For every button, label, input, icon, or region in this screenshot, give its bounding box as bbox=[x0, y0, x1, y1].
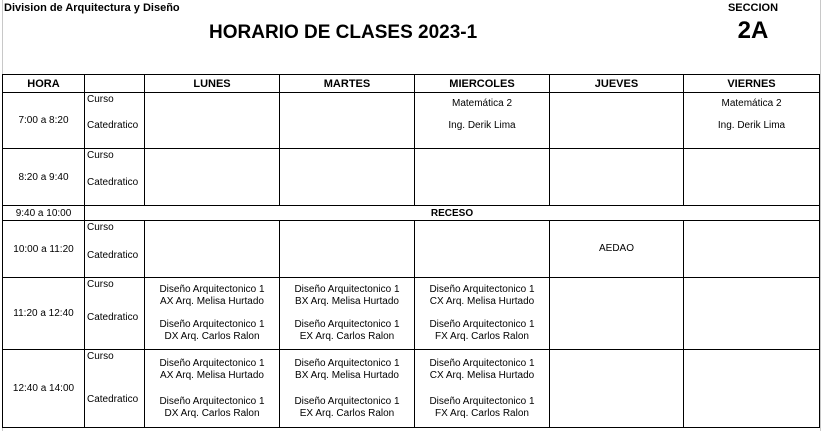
time-slot: 8:20 a 9:40 bbox=[3, 149, 85, 206]
course-name: Matemática 2 bbox=[451, 98, 513, 109]
receso-label: RECESO bbox=[85, 206, 820, 221]
teacher-line: CX Arq. Melisa Hurtado bbox=[429, 296, 535, 307]
schedule-cell bbox=[145, 149, 280, 206]
teacher-line: EX Arq. Carlos Ralon bbox=[299, 331, 395, 342]
schedule-cell bbox=[415, 221, 550, 278]
schedule-table bbox=[2, 74, 820, 428]
time-slot: 11:20 a 12:40 bbox=[3, 278, 85, 350]
catedratico-label: Catedratico bbox=[87, 312, 139, 323]
teacher-line: CX Arq. Melisa Hurtado bbox=[429, 369, 535, 381]
frame-right-line bbox=[820, 0, 821, 431]
column-header-jueves: JUEVES bbox=[550, 75, 684, 93]
schedule-cell bbox=[145, 221, 280, 278]
schedule-cell bbox=[415, 350, 550, 428]
teacher-line: DX Arq. Carlos Ralon bbox=[164, 407, 260, 419]
course-line: Diseño Arquitectonico 1 bbox=[294, 319, 400, 330]
schedule-cell bbox=[550, 149, 684, 206]
schedule-cell bbox=[280, 278, 415, 350]
column-header-hora: HORA bbox=[3, 75, 85, 93]
schedule-cell bbox=[145, 278, 280, 350]
course-line: Diseño Arquitectonico 1 bbox=[159, 357, 265, 369]
time-slot: 9:40 a 10:00 bbox=[3, 206, 85, 221]
course-line: Diseño Arquitectonico 1 bbox=[159, 319, 265, 330]
schedule-row bbox=[3, 350, 820, 428]
column-header-miercoles: MIERCOLES bbox=[415, 75, 550, 93]
teacher-line: AX Arq. Melisa Hurtado bbox=[160, 369, 264, 381]
column-header-viernes: VIERNES bbox=[684, 75, 820, 93]
schedule-row bbox=[3, 93, 820, 149]
schedule-cell bbox=[550, 221, 684, 278]
curso-label: Curso bbox=[87, 351, 114, 362]
column-header-labels bbox=[85, 75, 145, 93]
row-labels bbox=[85, 149, 145, 206]
row-labels bbox=[85, 350, 145, 428]
schedule-cell bbox=[415, 149, 550, 206]
section-label: SECCION bbox=[727, 2, 779, 14]
curso-label: Curso bbox=[87, 94, 114, 105]
course-name: Matemática 2 bbox=[721, 98, 782, 109]
schedule-cell bbox=[145, 93, 280, 149]
schedule-cell bbox=[280, 93, 415, 149]
teacher-name: Ing. Derik Lima bbox=[448, 120, 516, 131]
schedule-cell bbox=[684, 278, 820, 350]
schedule-cell bbox=[550, 278, 684, 350]
schedule-cell bbox=[684, 350, 820, 428]
schedule-row bbox=[3, 278, 820, 350]
teacher-name: Ing. Derik Lima bbox=[717, 120, 786, 131]
schedule-cell bbox=[550, 350, 684, 428]
course-line: Diseño Arquitectonico 1 bbox=[159, 395, 265, 407]
curso-label: Curso bbox=[87, 150, 114, 161]
row-labels bbox=[85, 93, 145, 149]
teacher-line: AX Arq. Melisa Hurtado bbox=[160, 296, 264, 307]
schedule-row bbox=[3, 149, 820, 206]
header-row bbox=[3, 75, 820, 93]
schedule-title: HORARIO DE CLASES 2023-1 bbox=[209, 22, 478, 43]
schedule-cell bbox=[684, 149, 820, 206]
teacher-line: BX Arq. Melisa Hurtado bbox=[295, 296, 399, 307]
curso-label: Curso bbox=[87, 279, 114, 290]
schedule-cell bbox=[684, 93, 820, 149]
schedule-cell bbox=[280, 149, 415, 206]
course-line: Diseño Arquitectonico 1 bbox=[429, 284, 535, 295]
catedratico-label: Catedratico bbox=[87, 394, 139, 405]
column-header-lunes: LUNES bbox=[145, 75, 280, 93]
course-line: Diseño Arquitectonico 1 bbox=[159, 284, 265, 295]
schedule-cell bbox=[684, 221, 820, 278]
teacher-line: EX Arq. Carlos Ralon bbox=[299, 407, 395, 419]
teacher-line: DX Arq. Carlos Ralon bbox=[164, 331, 260, 342]
schedule-cell bbox=[280, 350, 415, 428]
teacher-line: BX Arq. Melisa Hurtado bbox=[295, 369, 399, 381]
course-line: Diseño Arquitectonico 1 bbox=[294, 357, 400, 369]
course-line: Diseño Arquitectonico 1 bbox=[429, 357, 535, 369]
time-slot: 10:00 a 11:20 bbox=[3, 221, 85, 278]
course-line: Diseño Arquitectonico 1 bbox=[429, 319, 535, 330]
schedule-cell bbox=[550, 93, 684, 149]
curso-label: Curso bbox=[87, 222, 114, 233]
schedule-cell bbox=[145, 350, 280, 428]
catedratico-label: Catedratico bbox=[87, 177, 139, 188]
schedule-cell bbox=[415, 93, 550, 149]
schedule-cell bbox=[415, 278, 550, 350]
division-title: Division de Arquitectura y Diseño bbox=[4, 2, 180, 14]
catedratico-label: Catedratico bbox=[87, 120, 139, 131]
schedule-row bbox=[3, 221, 820, 278]
teacher-line: FX Arq. Carlos Ralon bbox=[435, 331, 529, 342]
column-header-martes: MARTES bbox=[280, 75, 415, 93]
course-name: AEDAO bbox=[598, 243, 634, 254]
row-labels bbox=[85, 278, 145, 350]
schedule-cell bbox=[280, 221, 415, 278]
receso-row bbox=[3, 206, 820, 221]
section-value: 2A bbox=[737, 17, 769, 44]
row-labels bbox=[85, 221, 145, 278]
course-line: Diseño Arquitectonico 1 bbox=[294, 395, 400, 407]
teacher-line: FX Arq. Carlos Ralon bbox=[435, 407, 529, 419]
time-slot: 12:40 a 14:00 bbox=[3, 350, 85, 428]
time-slot: 7:00 a 8:20 bbox=[3, 93, 85, 149]
course-line: Diseño Arquitectonico 1 bbox=[429, 395, 535, 407]
course-line: Diseño Arquitectonico 1 bbox=[294, 284, 400, 295]
catedratico-label: Catedratico bbox=[87, 250, 139, 261]
